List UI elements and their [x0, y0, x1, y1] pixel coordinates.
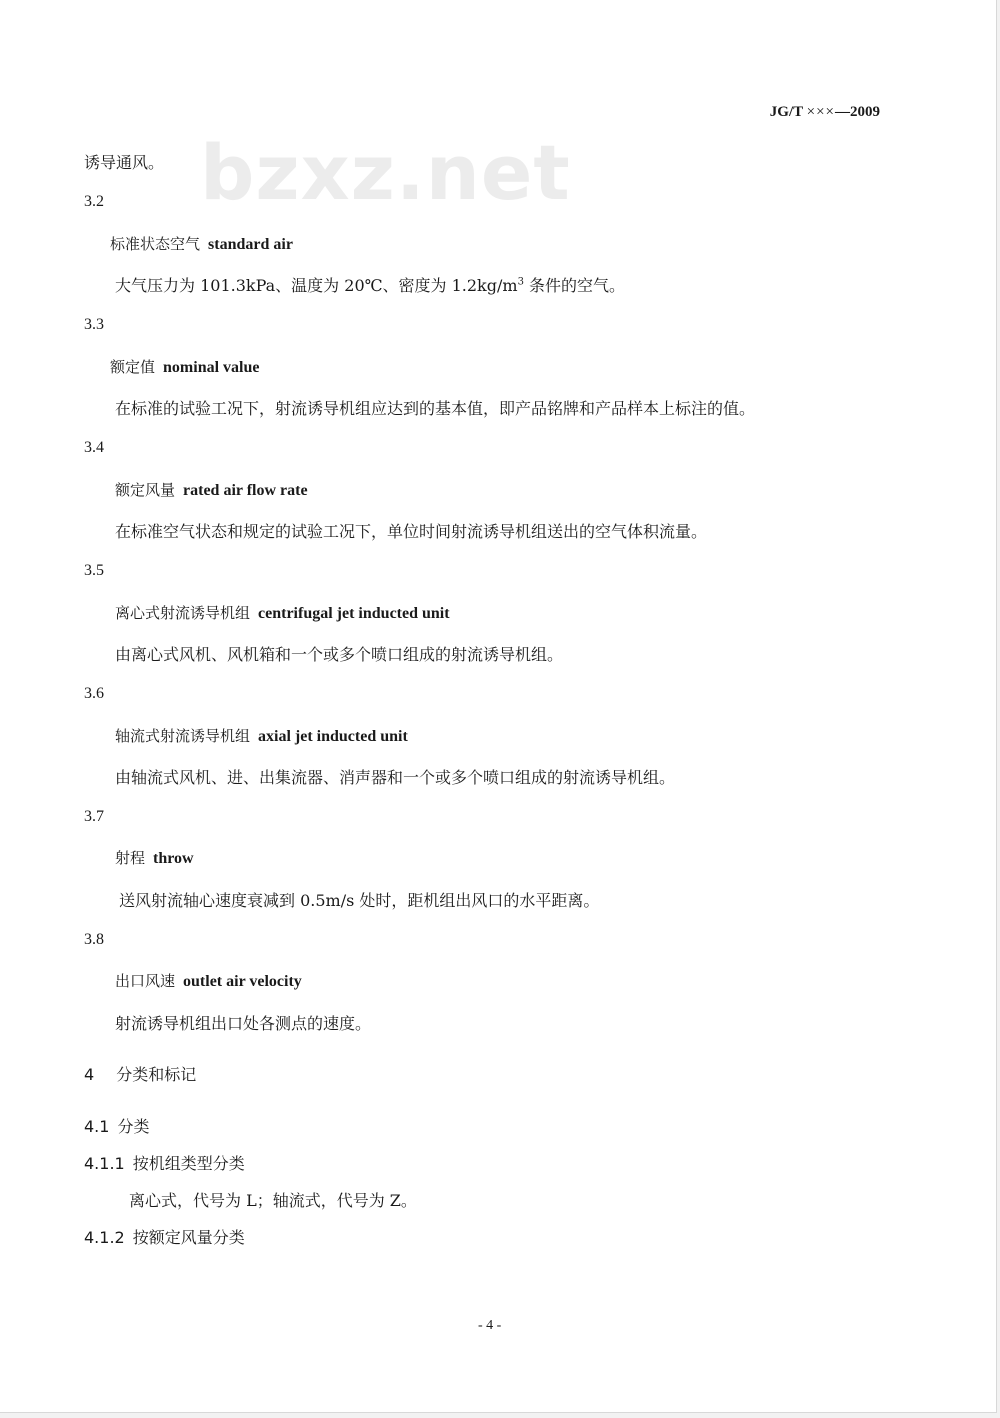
- superscript: 3: [517, 276, 524, 288]
- clause-number: 3.2: [84, 193, 104, 210]
- term: [110, 356, 259, 377]
- standard-year: —2009: [835, 104, 880, 120]
- clause-number: 3.8: [84, 931, 104, 948]
- definition-text-end: 条件的空气。: [523, 276, 626, 295]
- definition-text: 大气压力为 101.3kPa、温度为 20℃、密度为 1.2kg/m: [115, 276, 518, 295]
- term: [115, 970, 302, 991]
- clause-number: 3.5: [84, 562, 104, 579]
- term-chinese: 轴流式射流诱导机组: [115, 727, 251, 745]
- clause-number: 3.7: [84, 808, 104, 825]
- subsection-heading: [84, 1225, 245, 1248]
- subsection-number: 4.1: [84, 1117, 110, 1136]
- definition: 由轴流式风机、进、出集流器、消声器和一个或多个喷口组成的射流诱导机组。: [115, 768, 676, 787]
- term-chinese: 额定风量: [115, 481, 176, 499]
- term: [115, 479, 308, 500]
- clause-number: 3.3: [84, 316, 104, 333]
- term: [115, 725, 408, 746]
- definition: [115, 273, 625, 296]
- watermark: bzxz.net: [200, 128, 571, 217]
- term-english: centrifugal jet inducted unit: [258, 605, 450, 622]
- subsection-title: 分类: [117, 1117, 150, 1136]
- term-english: rated air flow rate: [183, 482, 308, 499]
- section-title: 分类和标记: [116, 1065, 197, 1084]
- definition: 由离心式风机、风机箱和一个或多个喷口组成的射流诱导机组。: [115, 645, 564, 664]
- term-chinese: 出口风速: [115, 972, 176, 990]
- term-chinese: 额定值: [110, 358, 156, 376]
- term: [115, 602, 450, 623]
- term-chinese: 离心式射流诱导机组: [115, 604, 251, 622]
- term-english: standard air: [208, 236, 293, 253]
- standard-number-placeholder: ×××: [806, 104, 835, 120]
- page-header: [770, 104, 880, 121]
- definition: 在标准的试验工况下，射流诱导机组应达到的基本值，即产品铭牌和产品样本上标注的值。: [115, 399, 756, 418]
- section-heading: [84, 1062, 196, 1085]
- standard-code: JG/T: [769, 104, 803, 120]
- subsection-title: 按机组类型分类: [132, 1154, 245, 1173]
- clause-number: 3.6: [84, 685, 104, 702]
- subsection-text: 离心式，代号为 L；轴流式，代号为 Z。: [129, 1191, 417, 1210]
- subsection-number: 4.1.1: [84, 1154, 125, 1173]
- subsection-heading: [84, 1114, 149, 1137]
- term-chinese: 标准状态空气: [110, 235, 201, 253]
- term-english: throw: [153, 850, 194, 867]
- term-english: outlet air velocity: [183, 973, 302, 990]
- continued-text: 诱导通风。: [84, 153, 165, 172]
- definition: 在标准空气状态和规定的试验工况下，单位时间射流诱导机组送出的空气体积流量。: [115, 522, 708, 541]
- term: [115, 847, 194, 868]
- subsection-title: 按额定风量分类: [132, 1228, 245, 1247]
- subsection-number: 4.1.2: [84, 1228, 125, 1247]
- section-number: 4: [84, 1065, 95, 1084]
- definition: 送风射流轴心速度衰减到 0.5m/s 处时，距机组出风口的水平距离。: [119, 891, 600, 910]
- subsection-heading: [84, 1151, 245, 1174]
- term-english: nominal value: [163, 359, 260, 376]
- definition: 射流诱导机组出口处各测点的速度。: [115, 1014, 372, 1033]
- page-number: - 4 -: [478, 1318, 502, 1333]
- term-chinese: 射程: [115, 849, 146, 867]
- term-english: axial jet inducted unit: [258, 728, 408, 745]
- clause-number: 3.4: [84, 439, 104, 456]
- term: [110, 233, 293, 254]
